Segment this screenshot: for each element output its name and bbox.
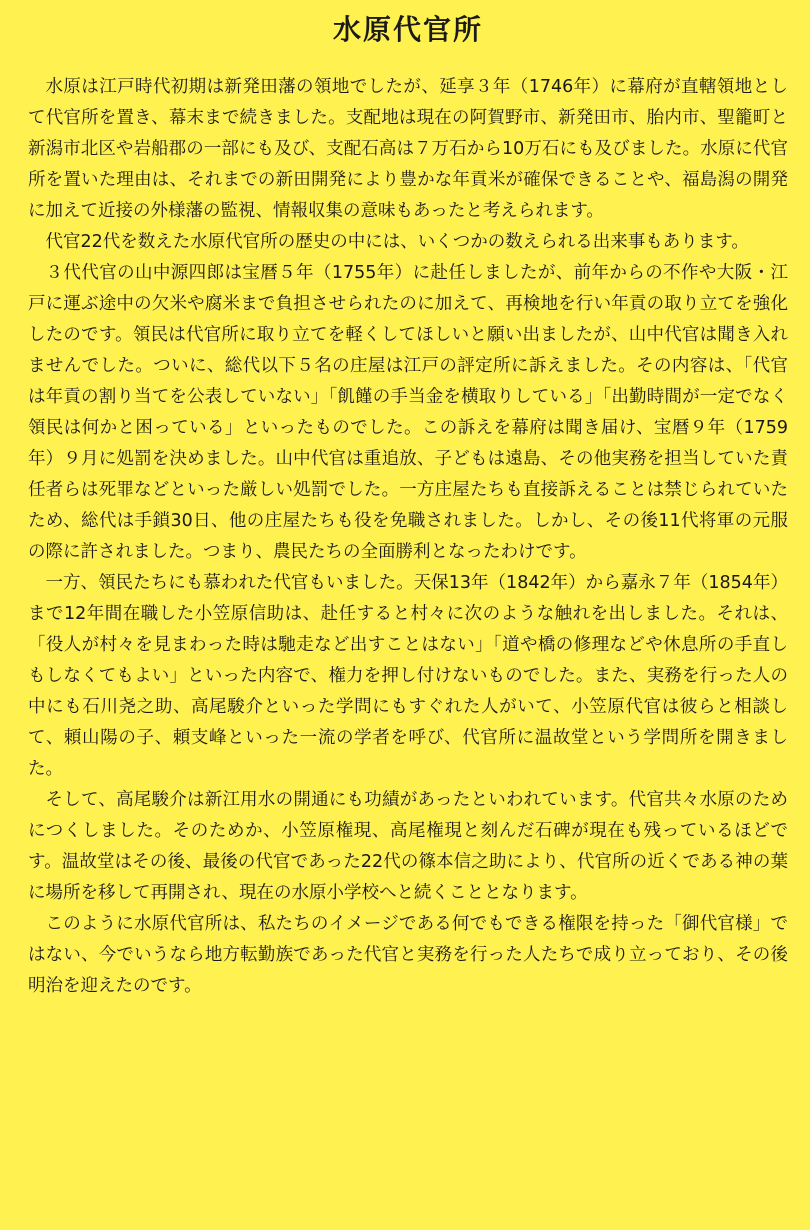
paragraph-5: そして、高尾駿介は新江用水の開通にも功績があったといわれています。代官共々水原のためにつくしました。そのためか、小笠原権現、高尾権現と刻んだ石碑が現在も残っているほどです。温故堂はその後、最後の代官であった22代の篠本信之助により、代官所の近くである神の葉に場所を移して再開され、現在の水原小学校へと続くこととなります。 [28,790,788,903]
paragraph-2: 代官22代を数えた水原代官所の歴史の中には、いくつかの数えられる出来事もあります。 [45,232,749,252]
paragraph-4: 一方、領民たちにも慕われた代官もいました。天保13年（1842年）から嘉永７年（1854年）まで12年間在職した小笠原信助は、赴任すると村々に次のような触れを出しました。それは、「役人が村々を見まわった時は馳走など出すことはない」「道や橋の修理などや休息所の手直しもしなくてもよい」といった内容で、権力を押し付けないものでした。また、実務を行った人の中にも石川尧之助、高尾駿介といった学問にもすぐれた人がいて、小笠原代官は彼らと相談して、頼山陽の子、頼支峰といった一流の学者を呼び、代官所に温故堂という学問所を開きました。 [28,573,788,779]
paragraph-1: 水原は江戸時代初期は新発田藩の領地でしたが、延享３年（1746年）に幕府が直轄領地として代官所を置き、幕末まで続きました。支配地は現在の阿賀野市、新発田市、胎内市、聖籠町と新潟市北区や岩船郡の一部にも及び、支配石高は７万石から10万石にも及びました。水原に代官所を置いた理由は、それまでの新田開発により豊かな年貢米が確保できることや、福島潟の開発に加えて近接の外様藩の監視、情報収集の意味もあったと考えられます。 [28,77,788,221]
page-title: 水原代官所 [332,13,483,46]
paragraph-6: このように水原代官所は、私たちのイメージである何でもできる権限を持った「御代官様」ではない、今でいうなら地方転勤族であった代官と実務を行った人たちで成り立っており、その後明治を迎えたのです。 [28,914,788,996]
paragraph-3: ３代代官の山中源四郎は宝暦５年（1755年）に赴任しましたが、前年からの不作や大阪・江戸に運ぶ途中の欠米や腐米まで負担させられたのに加えて、再検地を行い年貢の取り立てを強化したのです。領民は代官所に取り立てを軽くしてほしいと願い出ましたが、山中代官は聞き入れませんでした。ついに、総代以下５名の庄屋は江戸の評定所に訴えました。その内容は、「代官は年貢の割り当てを公表していない」「飢饉の手当金を横取りしている」「出勤時間が一定でなく領民は何かと困っている」といったものでした。この訴えを幕府は聞き届け、宝暦９年（1759年）９月に処罰を決めました。山中代官は重追放、子どもは遠島、その他実務を担当していた責任者らは死罪などといった厳しい処罰でした。一方庄屋たちも直接訴えることは禁じられていたため、総代は手鎖30日、他の庄屋たちも役を免職されました。しかし、その後11代将軍の元服の際に許されました。つまり、農民たちの全面勝利となったわけです。 [28,263,788,562]
